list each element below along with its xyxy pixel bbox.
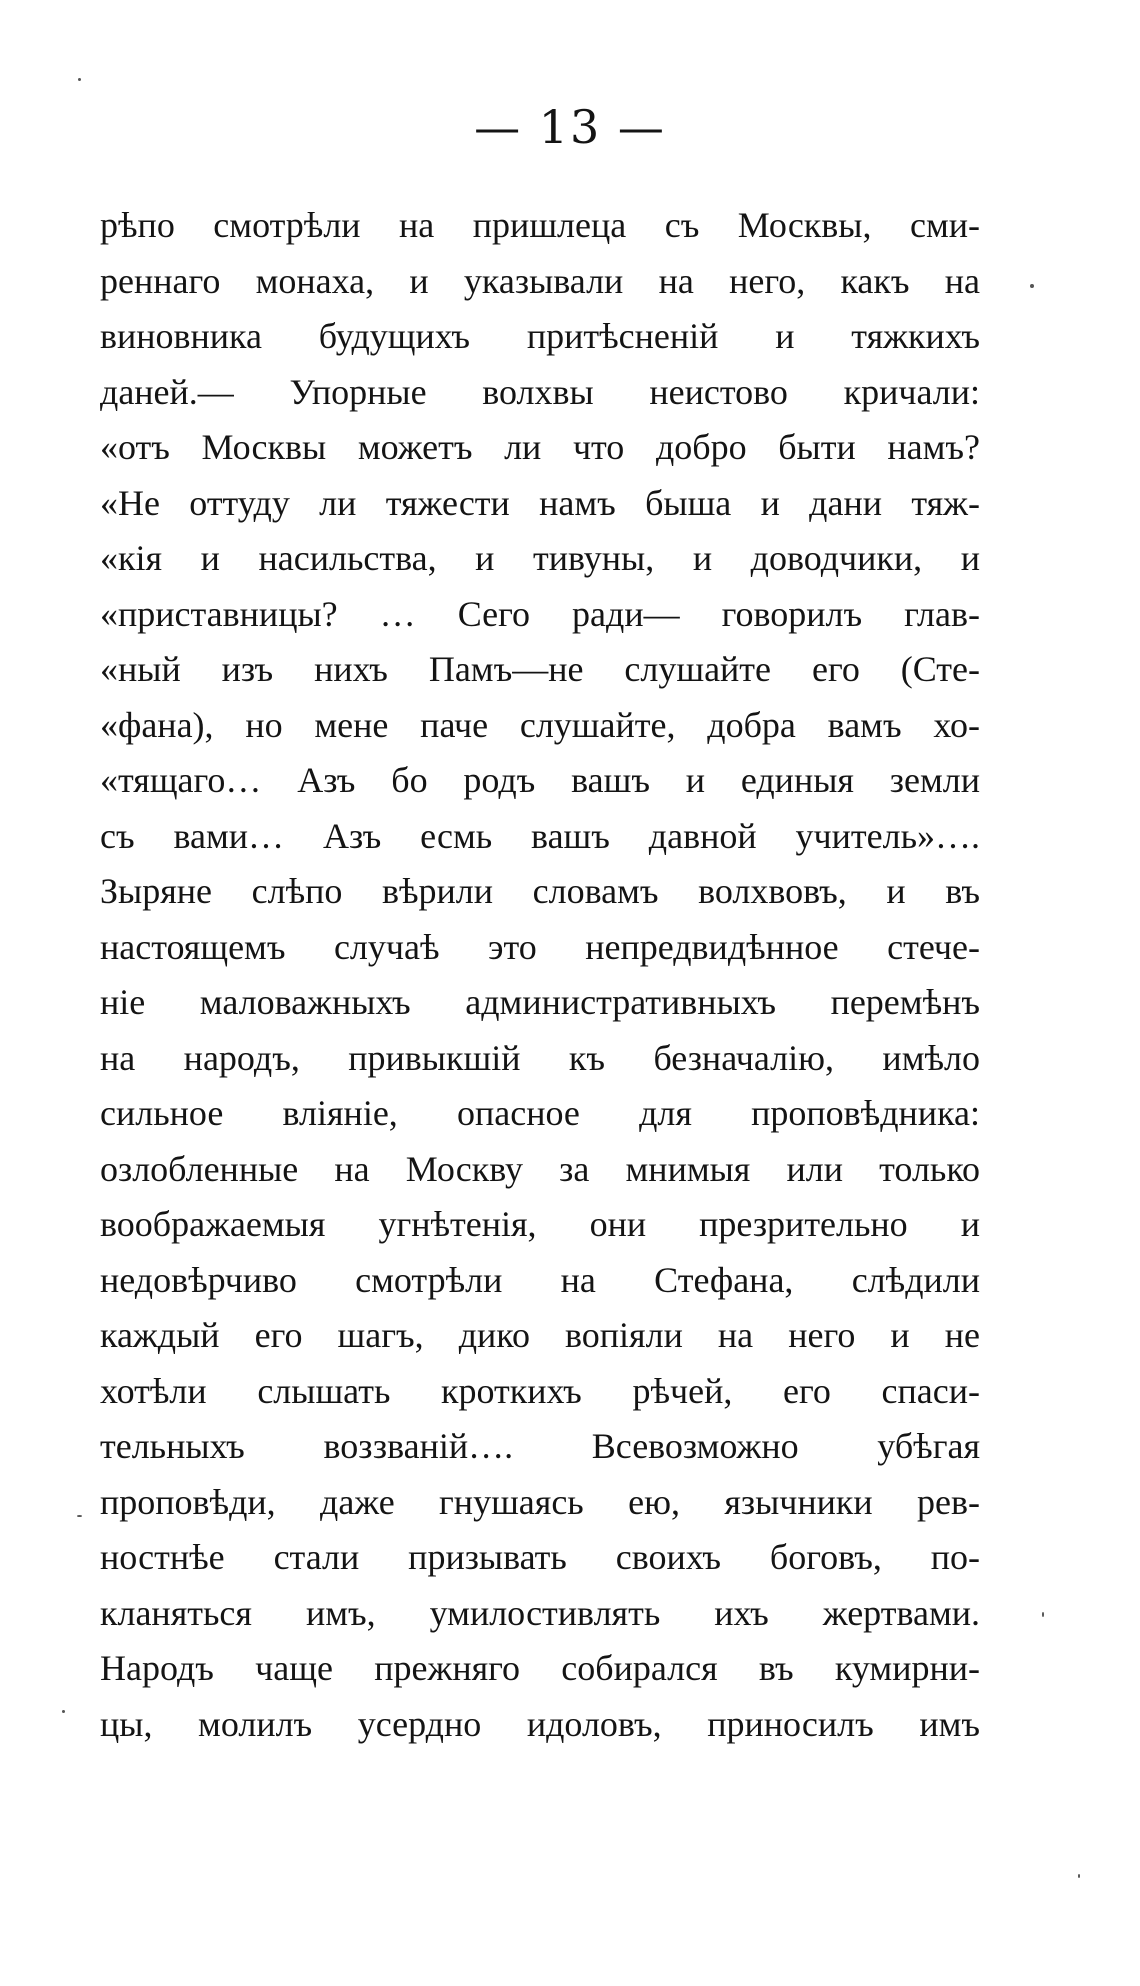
text-line: «приставницы? … Сего ради— говорилъ глав- bbox=[100, 593, 980, 634]
text-line: реннаго монаха, и указывали на него, какъ на bbox=[100, 260, 980, 301]
text-line: «ный изъ нихъ Памъ—не слушайте его (Сте- bbox=[100, 649, 980, 689]
text-line: «Не оттуду ли тяжести намъ быша и дани тяж- bbox=[100, 482, 980, 523]
text-line: Зыряне слѣпо вѣрили словамъ волхвовъ, и въ bbox=[100, 871, 980, 911]
scan-speck bbox=[62, 1710, 65, 1713]
scan-speck bbox=[77, 1515, 82, 1517]
text-line: проповѣди, даже гнушаясь ею, язычники рев- bbox=[100, 1481, 980, 1522]
text-line: тельныхъ воззваній…. Всевозможно убѣгая bbox=[100, 1426, 980, 1466]
body-text bbox=[100, 198, 980, 1752]
text-line: виновника будущихъ притѣсненій и тяжкихъ bbox=[100, 316, 980, 356]
text-line: ностнѣе стали призывать своихъ боговъ, по- bbox=[100, 1537, 980, 1577]
text-line: воображаемыя угнѣтенія, они презрительно и bbox=[100, 1204, 980, 1244]
text-line: настоящемъ случаѣ это непредвидѣнное стече- bbox=[100, 926, 980, 967]
text-line: «тящаго… Азъ бо родъ вашъ и единыя земли bbox=[100, 760, 980, 800]
text-line: «отъ Москвы можетъ ли что добро быти намъ? bbox=[100, 427, 980, 467]
text-line: недовѣрчиво смотрѣли на Стефана, слѣдили bbox=[100, 1259, 980, 1300]
text-line: сильное вліяніе, опасное для проповѣдника: bbox=[100, 1093, 980, 1133]
text-line: ніе маловажныхъ административныхъ перемѣнъ bbox=[100, 982, 980, 1022]
scan-speck bbox=[1042, 1612, 1044, 1617]
scan-speck bbox=[78, 78, 81, 81]
text-line: цы, молилъ усердно идоловъ, приносилъ имъ bbox=[100, 1703, 980, 1744]
text-line: на народъ, привыкшій къ безначалію, имѣло bbox=[100, 1037, 980, 1078]
text-line: каждый его шагъ, дико вопіяли на него и не bbox=[100, 1315, 980, 1355]
text-line: рѣпо смотрѣли на пришлеца съ Москвы, сми- bbox=[100, 205, 980, 245]
scan-speck bbox=[1030, 284, 1034, 288]
text-line: «фана), но мене паче слушайте, добра вамъ хо- bbox=[100, 704, 980, 745]
scan-speck bbox=[1078, 1874, 1080, 1878]
text-line: даней.— Упорные волхвы неистово кричали: bbox=[100, 371, 980, 412]
page-number: — 13 — bbox=[474, 100, 666, 154]
text-line: съ вами… Азъ есмь вашъ давной учитель»…. bbox=[100, 815, 980, 856]
text-line: озлобленные на Москву за мнимыя или только bbox=[100, 1148, 980, 1189]
text-line: «кія и насильства, и тивуны, и доводчики, и bbox=[100, 538, 980, 578]
text-line: Народъ чаще прежняго собирался въ кумирни- bbox=[100, 1648, 980, 1688]
text-line: кланяться имъ, умилостивлять ихъ жертвами. bbox=[100, 1592, 980, 1633]
text-line: хотѣли слышать кроткихъ рѣчей, его спаси- bbox=[100, 1370, 980, 1411]
